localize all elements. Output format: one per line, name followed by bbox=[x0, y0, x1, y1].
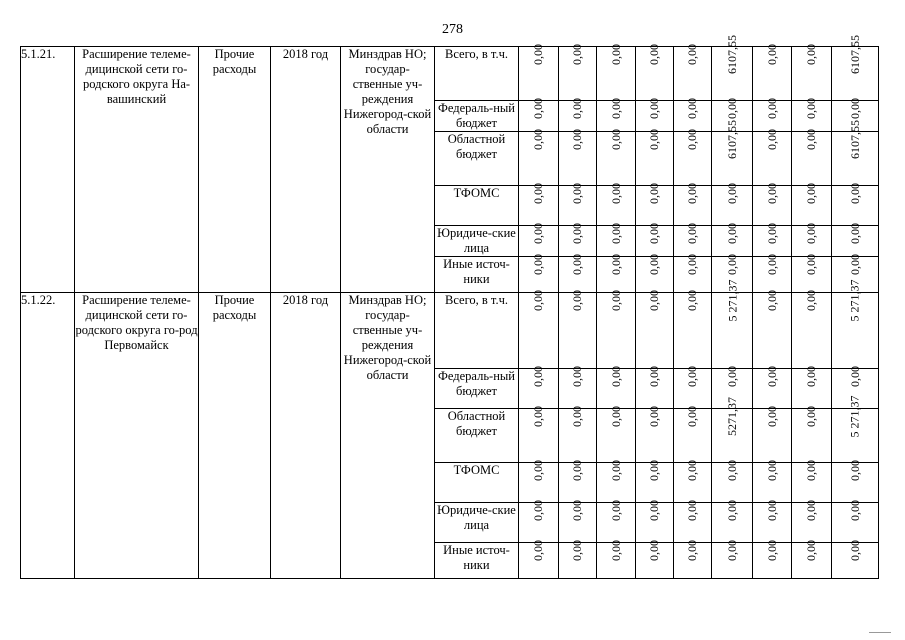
amount-value: 0,00 bbox=[764, 540, 779, 561]
amount-value: 0,00 bbox=[531, 98, 545, 119]
year: 2018 год bbox=[271, 293, 341, 579]
amount-value: 0,00 bbox=[608, 183, 623, 204]
amount-value: 0,00 bbox=[847, 460, 862, 481]
amount-value: 0,00 bbox=[647, 460, 661, 481]
amount-value: 0,00 bbox=[724, 500, 739, 521]
table-row bbox=[21, 47, 879, 101]
amount-cell bbox=[559, 460, 597, 503]
amount-value: 6107,55 bbox=[724, 120, 739, 159]
amount-value: 0,00 bbox=[531, 406, 545, 427]
amount-cell bbox=[753, 254, 792, 293]
amount-value: 0,00 bbox=[570, 460, 584, 481]
amount-value: 0,00 bbox=[531, 129, 545, 150]
amount-value: 0,00 bbox=[724, 183, 739, 204]
amount-value: 0,00 bbox=[608, 406, 623, 427]
amount-cell bbox=[559, 406, 597, 463]
amount-cell bbox=[753, 129, 792, 186]
amount-cell bbox=[519, 98, 559, 132]
amount-cell bbox=[753, 44, 792, 101]
amount-cell bbox=[712, 183, 753, 226]
amount-cell bbox=[559, 129, 597, 186]
amount-value: 0,00 bbox=[764, 290, 779, 311]
table-row bbox=[21, 293, 879, 369]
funding-source-label: Юридиче-ские лица bbox=[435, 226, 519, 257]
amount-cell bbox=[636, 540, 674, 579]
amount-value: 0,00 bbox=[724, 254, 739, 275]
amount-cell bbox=[712, 35, 753, 101]
amount-value: 0,00 bbox=[570, 406, 584, 427]
page-number: 278 bbox=[442, 22, 463, 37]
amount-cell bbox=[674, 44, 712, 101]
amount-cell bbox=[597, 129, 636, 186]
amount-cell bbox=[674, 254, 712, 293]
amount-cell bbox=[597, 98, 636, 132]
amount-value: 0,00 bbox=[685, 254, 699, 275]
amount-value: 0,00 bbox=[847, 500, 862, 521]
amount-value: 0,00 bbox=[847, 223, 862, 244]
amount-cell bbox=[832, 395, 879, 463]
amount-cell bbox=[753, 500, 792, 543]
amount-cell bbox=[674, 129, 712, 186]
amount-value: 0,00 bbox=[804, 460, 818, 481]
amount-value: 0,00 bbox=[685, 460, 699, 481]
amount-cell bbox=[674, 500, 712, 543]
amount-value: 0,00 bbox=[647, 98, 661, 119]
amount-cell bbox=[712, 500, 753, 543]
amount-cell bbox=[559, 366, 597, 409]
amount-value: 5 271,37 bbox=[725, 279, 740, 322]
amount-value: 0,00 bbox=[531, 366, 545, 387]
amount-cell bbox=[792, 129, 832, 186]
funding-source-label: ТФОМС bbox=[435, 463, 519, 503]
amount-value: 0,00 bbox=[685, 500, 699, 521]
amount-cell bbox=[792, 460, 832, 503]
year: 2018 год bbox=[271, 47, 341, 293]
amount-value: 0,00 bbox=[647, 366, 661, 387]
amount-cell bbox=[636, 129, 674, 186]
amount-value: 0,00 bbox=[804, 129, 818, 150]
expense-type: Прочие расходы bbox=[199, 47, 271, 293]
amount-cell bbox=[753, 540, 792, 579]
amount-cell bbox=[597, 540, 636, 579]
amount-value: 0,00 bbox=[531, 500, 545, 521]
amount-value: 0,00 bbox=[685, 366, 699, 387]
amount-cell bbox=[636, 366, 674, 409]
amount-cell bbox=[636, 254, 674, 293]
amount-cell bbox=[636, 290, 674, 369]
amount-cell bbox=[832, 183, 879, 226]
amount-value: 0,00 bbox=[570, 223, 584, 244]
amount-cell bbox=[597, 500, 636, 543]
amount-cell bbox=[832, 279, 879, 369]
amount-cell bbox=[597, 406, 636, 463]
amount-value: 0,00 bbox=[724, 460, 739, 481]
amount-cell bbox=[792, 366, 832, 409]
amount-cell bbox=[559, 44, 597, 101]
amount-cell bbox=[832, 500, 879, 543]
amount-cell bbox=[753, 460, 792, 503]
amount-cell bbox=[674, 460, 712, 503]
amount-cell bbox=[559, 98, 597, 132]
amount-value: 0,00 bbox=[570, 540, 584, 561]
amount-value: 0,00 bbox=[647, 254, 661, 275]
amount-value: 0,00 bbox=[570, 98, 584, 119]
amount-cell bbox=[674, 406, 712, 463]
amount-value: 0,00 bbox=[685, 406, 699, 427]
amount-cell bbox=[559, 223, 597, 257]
funding-source-label: Всего, в т.ч. bbox=[435, 293, 519, 369]
amount-cell bbox=[636, 406, 674, 463]
amount-value: 0,00 bbox=[570, 183, 584, 204]
amount-value: 0,00 bbox=[531, 254, 545, 275]
amount-cell bbox=[792, 540, 832, 579]
amount-cell bbox=[519, 183, 559, 226]
amount-cell bbox=[712, 540, 753, 579]
amount-cell bbox=[792, 44, 832, 101]
amount-value: 0,00 bbox=[531, 183, 545, 204]
funding-source-label: Областной бюджет bbox=[435, 409, 519, 463]
amount-cell bbox=[597, 254, 636, 293]
item-code: 5.1.21. bbox=[21, 47, 75, 293]
funding-source-label: Областной бюджет bbox=[435, 132, 519, 186]
amount-value: 0,00 bbox=[764, 500, 779, 521]
amount-value: 0,00 bbox=[724, 223, 739, 244]
amount-value: 0,00 bbox=[647, 290, 661, 311]
amount-value: 0,00 bbox=[608, 366, 623, 387]
amount-value: 6107,55 bbox=[847, 120, 862, 159]
amount-cell bbox=[832, 223, 879, 257]
amount-value: 0,00 bbox=[804, 223, 818, 244]
amount-value: 5 271,37 bbox=[847, 395, 862, 438]
amount-value: 0,00 bbox=[804, 366, 818, 387]
amount-cell bbox=[519, 129, 559, 186]
amount-value: 0,00 bbox=[685, 290, 699, 311]
amount-cell bbox=[519, 223, 559, 257]
amount-value: 0,00 bbox=[608, 254, 623, 275]
amount-cell bbox=[559, 290, 597, 369]
amount-cell bbox=[674, 223, 712, 257]
amount-value: 0,00 bbox=[531, 44, 545, 65]
amount-value: 0,00 bbox=[647, 406, 661, 427]
amount-value: 0,00 bbox=[647, 44, 661, 65]
amount-value: 0,00 bbox=[685, 98, 699, 119]
amount-value: 0,00 bbox=[608, 129, 623, 150]
amount-cell bbox=[674, 290, 712, 369]
amount-cell bbox=[636, 500, 674, 543]
amount-value: 0,00 bbox=[608, 290, 623, 311]
amount-value: 0,00 bbox=[647, 223, 661, 244]
amount-cell bbox=[674, 540, 712, 579]
amount-cell bbox=[559, 540, 597, 579]
funding-source-label: ТФОМС bbox=[435, 186, 519, 226]
amount-value: 5271,37 bbox=[724, 397, 739, 436]
item-name: Расширение телеме-дицинской сети го-родского округа На-вашинский bbox=[75, 47, 199, 293]
item-name: Расширение телеме-дицинской сети го-родского округа го-род Первомайск bbox=[75, 293, 199, 579]
amount-cell bbox=[674, 366, 712, 409]
amount-value: 0,00 bbox=[647, 129, 661, 150]
amount-cell bbox=[519, 500, 559, 543]
amount-cell bbox=[674, 98, 712, 132]
amount-cell bbox=[636, 44, 674, 101]
amount-value: 0,00 bbox=[847, 98, 862, 119]
amount-cell bbox=[597, 223, 636, 257]
amount-value: 0,00 bbox=[608, 223, 623, 244]
amount-value: 0,00 bbox=[685, 183, 699, 204]
amount-cell bbox=[753, 290, 792, 369]
amount-cell bbox=[559, 254, 597, 293]
amount-cell bbox=[792, 223, 832, 257]
amount-cell bbox=[597, 460, 636, 503]
amount-cell bbox=[792, 290, 832, 369]
amount-value: 0,00 bbox=[685, 223, 699, 244]
amount-value: 0,00 bbox=[608, 44, 623, 65]
amount-cell bbox=[636, 183, 674, 226]
amount-value: 0,00 bbox=[531, 290, 545, 311]
amount-cell bbox=[559, 500, 597, 543]
amount-value: 0,00 bbox=[570, 254, 584, 275]
funding-source-label: Иные источ-ники bbox=[435, 257, 519, 293]
amount-cell bbox=[792, 254, 832, 293]
funding-source-label: Юридиче-ские лица bbox=[435, 503, 519, 543]
amount-cell bbox=[597, 183, 636, 226]
amount-cell bbox=[636, 223, 674, 257]
amount-value: 0,00 bbox=[804, 500, 818, 521]
amount-value: 0,00 bbox=[570, 366, 584, 387]
amount-value: 0,00 bbox=[847, 540, 862, 561]
amount-value: 0,00 bbox=[804, 44, 818, 65]
amount-value: 0,00 bbox=[685, 44, 699, 65]
amount-value: 0,00 bbox=[764, 460, 779, 481]
amount-cell bbox=[597, 366, 636, 409]
amount-value: 0,00 bbox=[724, 540, 739, 561]
amount-value: 0,00 bbox=[724, 366, 739, 387]
amount-value: 0,00 bbox=[804, 183, 818, 204]
amount-cell bbox=[519, 366, 559, 409]
amount-cell bbox=[792, 183, 832, 226]
amount-cell bbox=[712, 223, 753, 257]
margin-mark bbox=[869, 632, 891, 633]
amount-value: 0,00 bbox=[531, 223, 545, 244]
amount-cell bbox=[519, 254, 559, 293]
amount-value: 0,00 bbox=[608, 98, 623, 119]
funding-table bbox=[20, 35, 879, 579]
amount-cell bbox=[519, 540, 559, 579]
amount-value: 0,00 bbox=[764, 254, 779, 275]
funding-source-label: Федераль-ный бюджет bbox=[435, 369, 519, 409]
amount-value: 0,00 bbox=[570, 500, 584, 521]
amount-value: 0,00 bbox=[685, 129, 699, 150]
amount-cell bbox=[712, 460, 753, 503]
amount-value: 0,00 bbox=[764, 366, 779, 387]
amount-cell bbox=[832, 540, 879, 579]
amount-cell bbox=[712, 279, 753, 369]
amount-value: 0,00 bbox=[608, 500, 623, 521]
amount-value: 0,00 bbox=[804, 254, 818, 275]
amount-cell bbox=[792, 500, 832, 543]
amount-cell bbox=[597, 44, 636, 101]
amount-value: 0,00 bbox=[847, 366, 862, 387]
amount-value: 0,00 bbox=[764, 183, 779, 204]
amount-value: 0,00 bbox=[531, 460, 545, 481]
amount-value: 0,00 bbox=[764, 98, 779, 119]
amount-cell bbox=[519, 406, 559, 463]
amount-cell bbox=[792, 98, 832, 132]
expense-type: Прочие расходы bbox=[199, 293, 271, 579]
amount-cell bbox=[636, 460, 674, 503]
amount-value: 0,00 bbox=[847, 183, 862, 204]
funding-source-label: Иные источ-ники bbox=[435, 543, 519, 579]
amount-value: 5 271,37 bbox=[847, 279, 862, 322]
amount-cell bbox=[712, 397, 753, 463]
funding-source-label: Федераль-ный бюджет bbox=[435, 101, 519, 132]
amount-value: 0,00 bbox=[531, 540, 545, 561]
amount-cell bbox=[753, 223, 792, 257]
amount-cell bbox=[753, 406, 792, 463]
amount-value: 0,00 bbox=[570, 290, 584, 311]
amount-value: 0,00 bbox=[570, 44, 584, 65]
amount-cell bbox=[753, 98, 792, 132]
amount-value: 0,00 bbox=[647, 540, 661, 561]
amount-value: 0,00 bbox=[847, 254, 862, 275]
amount-cell bbox=[559, 183, 597, 226]
amount-cell bbox=[832, 460, 879, 503]
amount-value: 6107,55 bbox=[724, 35, 739, 74]
amount-value: 0,00 bbox=[764, 406, 779, 427]
amount-cell bbox=[636, 98, 674, 132]
amount-cell bbox=[832, 35, 879, 101]
amount-cell bbox=[792, 406, 832, 463]
executor: Минздрав НО; государ-ственные уч-реждения Нижегород-ской области bbox=[341, 293, 435, 579]
amount-value: 0,00 bbox=[804, 406, 818, 427]
funding-source-label: Всего, в т.ч. bbox=[435, 47, 519, 101]
amount-value: 0,00 bbox=[804, 540, 818, 561]
amount-value: 0,00 bbox=[570, 129, 584, 150]
amount-value: 0,00 bbox=[647, 183, 661, 204]
amount-value: 0,00 bbox=[764, 223, 779, 244]
amount-cell bbox=[753, 366, 792, 409]
amount-value: 0,00 bbox=[804, 98, 818, 119]
item-code: 5.1.22. bbox=[21, 293, 75, 579]
amount-cell bbox=[597, 290, 636, 369]
amount-value: 0,00 bbox=[764, 44, 779, 65]
amount-cell bbox=[712, 120, 753, 186]
amount-value: 0,00 bbox=[764, 129, 779, 150]
executor: Минздрав НО; государ-ственные уч-реждения Нижегород-ской области bbox=[341, 47, 435, 293]
amount-cell bbox=[674, 183, 712, 226]
amount-cell bbox=[519, 290, 559, 369]
amount-value: 0,00 bbox=[804, 290, 818, 311]
amount-cell bbox=[753, 183, 792, 226]
amount-value: 6107,55 bbox=[847, 35, 862, 74]
amount-cell bbox=[519, 460, 559, 503]
amount-cell bbox=[519, 44, 559, 101]
amount-value: 0,00 bbox=[724, 98, 739, 119]
amount-value: 0,00 bbox=[608, 460, 623, 481]
amount-value: 0,00 bbox=[608, 540, 623, 561]
amount-cell bbox=[832, 120, 879, 186]
amount-value: 0,00 bbox=[647, 500, 661, 521]
amount-value: 0,00 bbox=[685, 540, 699, 561]
